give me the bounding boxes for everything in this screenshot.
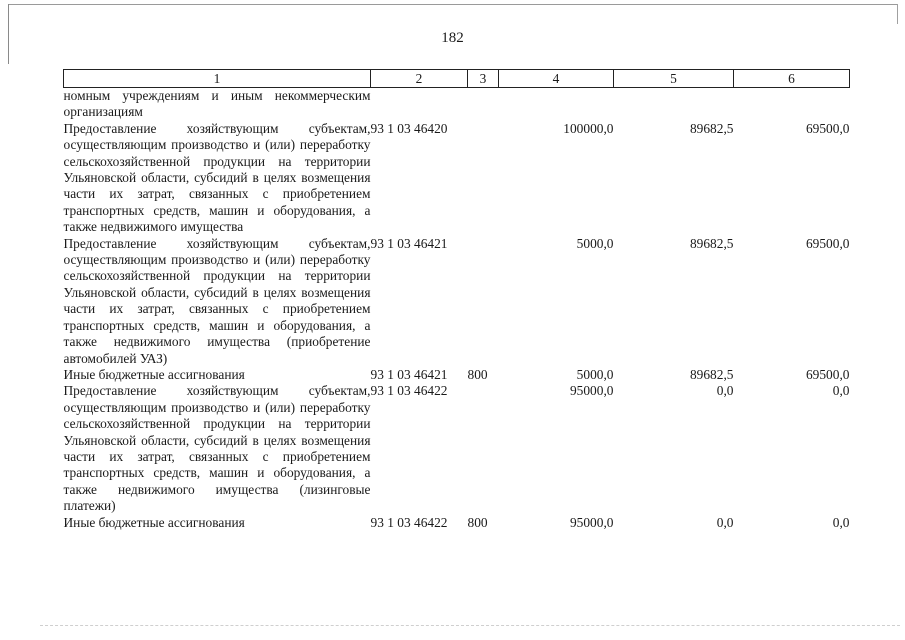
column-header-3: 3 [468,70,499,88]
row-target-code: 93 1 03 46421 [370,366,448,382]
row-description: Иные бюджетные ассигнования [63,514,245,530]
row-expense-type: 800 [467,366,488,382]
row-amount-col4: 5000,0 [576,366,614,382]
row-description: Иные бюджетные ассигнования [63,366,245,382]
page-number: 182 [441,30,464,46]
row-amount-col4: 95000,0 [569,383,614,399]
row-amount-col4 [499,88,614,121]
scan-edge-top [8,4,898,5]
row-description: номным учреждениям и иным некоммерческим организациям [63,88,371,120]
row-expense-type [468,88,499,121]
row-expense-type [468,383,499,514]
row-target-code: 93 1 03 46422 [370,514,448,530]
row-amount-col4: 5000,0 [576,235,614,251]
row-description: Предоставление хозяйствующим субъектам, осуществляющим производство и (или) переработку сельскохозяйственной продукции на территории Ульяновской области, субсидий в целях возмещения части их затрат, связанных с приобретением транспортных средств, машин и оборудования, а также недвижимого имущества (приобретение автомобилей УАЗ) [63,235,371,366]
budget-table [63,69,850,531]
row-amount-col5: 89682,5 [689,366,734,382]
row-description: Предоставление хозяйствующим субъектам, осуществляющим производство и (или) переработку сельскохозяйственной продукции на территории Ульяновской области, субсидий в целях возмещения части их затрат, связанных с приобретением транспортных средств, машин и оборудования, а также недвижимого имущества (лизинговые платежи) [63,383,371,514]
table-row [64,367,850,383]
row-amount-col6: 69500,0 [805,120,850,136]
row-target-code: 93 1 03 46422 [370,383,448,399]
scan-bottom-edge [40,625,900,626]
row-amount-col6: 69500,0 [805,366,850,382]
row-amount-col5: 89682,5 [689,235,734,251]
row-amount-col6: 69500,0 [805,235,850,251]
table-row [64,88,850,121]
row-amount-col4: 100000,0 [563,120,614,136]
scan-edge-right [897,4,898,24]
table-body [64,88,850,531]
row-amount-col6: 0,0 [832,383,850,399]
row-amount-col5 [614,88,734,121]
column-header-2: 2 [371,70,468,88]
header-row [64,70,850,88]
row-amount-col6: 0,0 [832,514,850,530]
row-target-code: 93 1 03 46421 [370,235,448,251]
column-header-4: 4 [499,70,614,88]
table-row [64,515,850,531]
row-expense-type: 800 [467,514,488,530]
row-amount-col6 [734,88,850,121]
table-header [64,70,850,88]
row-amount-col4: 95000,0 [569,514,614,530]
row-amount-col5: 0,0 [716,383,734,399]
row-target-code [371,88,468,121]
table-row [64,121,850,236]
column-header-1: 1 [64,70,371,88]
row-target-code: 93 1 03 46420 [370,120,448,136]
table-row [64,236,850,367]
row-description: Предоставление хозяйствующим субъектам, осуществляющим производство и (или) переработку сельскохозяйственной продукции на территории Ульяновской области, субсидий в целях возмещения части их затрат, связанных с приобретением транспортных средств, машин и оборудования, а также недвижимого имущества [63,120,371,235]
column-header-6: 6 [734,70,850,88]
row-amount-col5: 0,0 [716,514,734,530]
table-row [64,383,850,514]
column-header-5: 5 [614,70,734,88]
row-expense-type [468,121,499,236]
row-expense-type [468,236,499,367]
row-amount-col5: 89682,5 [689,120,734,136]
